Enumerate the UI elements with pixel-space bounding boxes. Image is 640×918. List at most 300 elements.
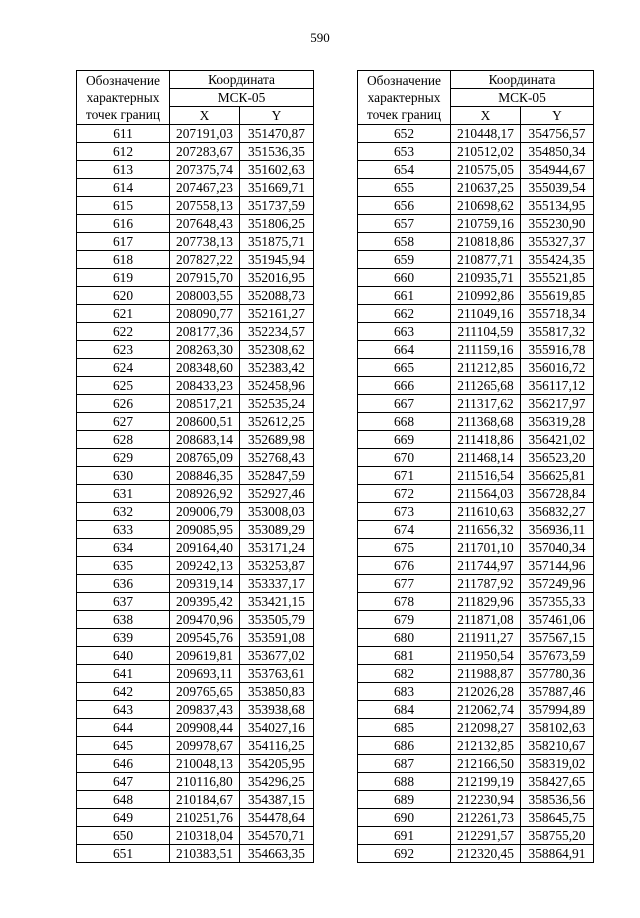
x-coordinate-cell: 208846,35 (170, 467, 240, 485)
table-row (358, 791, 594, 809)
y-coordinate-cell: 356625,81 (521, 467, 594, 485)
point-id-cell: 637 (77, 593, 170, 611)
x-coordinate-cell: 211516,54 (451, 467, 521, 485)
point-id-cell: 673 (358, 503, 451, 521)
table-row (358, 701, 594, 719)
x-coordinate-cell: 212199,19 (451, 773, 521, 791)
x-coordinate-cell: 211787,92 (451, 575, 521, 593)
point-id-cell: 680 (358, 629, 451, 647)
y-coordinate-cell: 352768,43 (240, 449, 314, 467)
x-coordinate-cell: 211744,97 (451, 557, 521, 575)
table-row (77, 179, 314, 197)
x-coordinate-cell: 211317,62 (451, 395, 521, 413)
x-coordinate-cell: 210116,80 (170, 773, 240, 791)
y-coordinate-cell: 352612,25 (240, 413, 314, 431)
table-row (358, 287, 594, 305)
x-coordinate-cell: 211871,08 (451, 611, 521, 629)
y-coordinate-cell: 351669,71 (240, 179, 314, 197)
table-row (77, 359, 314, 377)
y-coordinate-cell: 357567,15 (521, 629, 594, 647)
point-id-cell: 672 (358, 485, 451, 503)
y-coordinate-cell: 353171,24 (240, 539, 314, 557)
y-coordinate-cell: 352689,98 (240, 431, 314, 449)
y-coordinate-cell: 356421,02 (521, 431, 594, 449)
y-coordinate-cell: 358427,65 (521, 773, 594, 791)
point-id-cell: 646 (77, 755, 170, 773)
point-id-cell: 677 (358, 575, 451, 593)
x-coordinate-cell: 211656,32 (451, 521, 521, 539)
point-id-cell: 613 (77, 161, 170, 179)
table-row (358, 665, 594, 683)
point-id-cell: 666 (358, 377, 451, 395)
point-id-cell: 664 (358, 341, 451, 359)
coordinate-system-header: МСК-05 (170, 89, 314, 107)
point-id-cell: 648 (77, 791, 170, 809)
y-coordinate-cell: 357144,96 (521, 557, 594, 575)
table-row (77, 161, 314, 179)
point-id-cell: 659 (358, 251, 451, 269)
table-row (77, 521, 314, 539)
x-coordinate-cell: 211212,85 (451, 359, 521, 377)
point-id-cell: 624 (77, 359, 170, 377)
y-coordinate-cell: 358536,56 (521, 791, 594, 809)
x-coordinate-cell: 209837,43 (170, 701, 240, 719)
y-coordinate-cell: 353505,79 (240, 611, 314, 629)
table-row (77, 269, 314, 287)
y-coordinate-cell: 357887,46 (521, 683, 594, 701)
table-row (358, 125, 594, 143)
point-id-cell: 645 (77, 737, 170, 755)
x-coordinate-cell: 211265,68 (451, 377, 521, 395)
table-row (77, 197, 314, 215)
y-coordinate-cell: 351945,94 (240, 251, 314, 269)
header-line: Обозначение (367, 73, 441, 88)
x-coordinate-cell: 210698,62 (451, 197, 521, 215)
x-coordinate-cell: 211988,87 (451, 665, 521, 683)
table-row (358, 305, 594, 323)
x-coordinate-cell: 210992,86 (451, 287, 521, 305)
table-row (77, 557, 314, 575)
point-id-cell: 651 (77, 845, 170, 863)
point-id-cell: 644 (77, 719, 170, 737)
y-coordinate-cell: 354387,15 (240, 791, 314, 809)
x-coordinate-cell: 209619,81 (170, 647, 240, 665)
x-coordinate-cell: 211468,14 (451, 449, 521, 467)
y-coordinate-cell: 353008,03 (240, 503, 314, 521)
point-id-cell: 670 (358, 449, 451, 467)
table-row (358, 431, 594, 449)
table-row (358, 413, 594, 431)
table-row (77, 827, 314, 845)
x-coordinate-cell: 211610,63 (451, 503, 521, 521)
point-id-cell: 628 (77, 431, 170, 449)
y-coordinate-cell: 351806,25 (240, 215, 314, 233)
y-coordinate-cell: 355039,54 (521, 179, 594, 197)
x-coordinate-cell: 211049,16 (451, 305, 521, 323)
y-coordinate-cell: 354478,64 (240, 809, 314, 827)
x-coordinate-cell: 210251,76 (170, 809, 240, 827)
x-coordinate-cell: 207467,23 (170, 179, 240, 197)
y-coordinate-cell: 357994,89 (521, 701, 594, 719)
table-row (358, 611, 594, 629)
y-coordinate-cell: 351737,59 (240, 197, 314, 215)
y-coordinate-cell: 352458,96 (240, 377, 314, 395)
table-row (358, 827, 594, 845)
y-coordinate-cell: 358645,75 (521, 809, 594, 827)
point-id-cell: 688 (358, 773, 451, 791)
x-coordinate-cell: 208263,30 (170, 341, 240, 359)
x-coordinate-cell: 209085,95 (170, 521, 240, 539)
point-id-cell: 623 (77, 341, 170, 359)
coordinates-table-right (357, 70, 594, 863)
y-coordinate-cell: 355424,35 (521, 251, 594, 269)
table-row (358, 593, 594, 611)
y-coordinate-cell: 355718,34 (521, 305, 594, 323)
table-row (358, 467, 594, 485)
x-coordinate-cell: 209545,76 (170, 629, 240, 647)
y-coordinate-cell: 353253,87 (240, 557, 314, 575)
y-coordinate-cell: 354296,25 (240, 773, 314, 791)
table-row (358, 341, 594, 359)
x-coordinate-cell: 212026,28 (451, 683, 521, 701)
table-row (77, 449, 314, 467)
x-coordinate-cell: 209395,42 (170, 593, 240, 611)
table-row (77, 125, 314, 143)
table-row (77, 215, 314, 233)
table-row (358, 755, 594, 773)
x-coordinate-cell: 210048,13 (170, 755, 240, 773)
table-row (358, 719, 594, 737)
header-line: Обозначение (86, 73, 160, 88)
header-line: характерных (86, 90, 160, 105)
x-coordinate-cell: 210448,17 (451, 125, 521, 143)
table-row (77, 755, 314, 773)
point-id-cell: 635 (77, 557, 170, 575)
x-coordinate-cell: 209693,11 (170, 665, 240, 683)
point-id-cell: 655 (358, 179, 451, 197)
table-row (77, 431, 314, 449)
x-coordinate-cell: 207558,13 (170, 197, 240, 215)
table-row (77, 809, 314, 827)
x-coordinate-cell: 210383,51 (170, 845, 240, 863)
point-id-cell: 653 (358, 143, 451, 161)
table-row (77, 323, 314, 341)
table-row (358, 845, 594, 863)
y-coordinate-cell: 351875,71 (240, 233, 314, 251)
y-coordinate-cell: 354850,34 (521, 143, 594, 161)
x-coordinate-cell: 208765,09 (170, 449, 240, 467)
y-coordinate-cell: 356523,20 (521, 449, 594, 467)
y-coordinate-cell: 354663,35 (240, 845, 314, 863)
y-coordinate-cell: 353677,02 (240, 647, 314, 665)
table-row (77, 575, 314, 593)
y-coordinate-cell: 358755,20 (521, 827, 594, 845)
header-line: точек границ (85, 107, 161, 122)
y-coordinate-cell: 352535,24 (240, 395, 314, 413)
point-id-cell: 686 (358, 737, 451, 755)
y-coordinate-cell: 358864,91 (521, 845, 594, 863)
x-coordinate-cell: 208683,14 (170, 431, 240, 449)
table-row (77, 773, 314, 791)
table-row (77, 467, 314, 485)
x-coordinate-cell: 207375,74 (170, 161, 240, 179)
point-id-cell: 619 (77, 269, 170, 287)
x-coordinate-cell: 207827,22 (170, 251, 240, 269)
x-coordinate-cell: 208600,51 (170, 413, 240, 431)
y-coordinate-cell: 355230,90 (521, 215, 594, 233)
point-id-cell: 660 (358, 269, 451, 287)
table-row (358, 161, 594, 179)
point-designation-header (358, 71, 451, 125)
y-coordinate-cell: 352308,62 (240, 341, 314, 359)
y-coordinate-cell: 352234,57 (240, 323, 314, 341)
x-coordinate-cell: 208926,92 (170, 485, 240, 503)
point-id-cell: 669 (358, 431, 451, 449)
y-coordinate-cell: 356117,12 (521, 377, 594, 395)
table-row (358, 395, 594, 413)
y-column-header: Y (521, 107, 594, 125)
y-column-header: Y (240, 107, 314, 125)
y-coordinate-cell: 354027,16 (240, 719, 314, 737)
x-coordinate-cell: 210637,25 (451, 179, 521, 197)
x-coordinate-cell: 208177,36 (170, 323, 240, 341)
point-id-cell: 690 (358, 809, 451, 827)
table-row (358, 629, 594, 647)
table-row (77, 413, 314, 431)
x-coordinate-cell: 207648,43 (170, 215, 240, 233)
x-coordinate-cell: 212230,94 (451, 791, 521, 809)
x-coordinate-cell: 211564,03 (451, 485, 521, 503)
table-row (77, 845, 314, 863)
table-row (358, 503, 594, 521)
x-column-header: X (451, 107, 521, 125)
table-row (358, 215, 594, 233)
point-id-cell: 617 (77, 233, 170, 251)
x-coordinate-cell: 210318,04 (170, 827, 240, 845)
y-coordinate-cell: 352847,59 (240, 467, 314, 485)
x-coordinate-cell: 211159,16 (451, 341, 521, 359)
table-row (77, 305, 314, 323)
y-coordinate-cell: 353089,29 (240, 521, 314, 539)
y-coordinate-cell: 351536,35 (240, 143, 314, 161)
point-id-cell: 689 (358, 791, 451, 809)
x-coordinate-cell: 209908,44 (170, 719, 240, 737)
y-coordinate-cell: 356728,84 (521, 485, 594, 503)
y-coordinate-cell: 358102,63 (521, 719, 594, 737)
point-id-cell: 678 (358, 593, 451, 611)
header-line: точек границ (366, 107, 442, 122)
x-coordinate-cell: 207283,67 (170, 143, 240, 161)
x-coordinate-cell: 211104,59 (451, 323, 521, 341)
y-coordinate-cell: 357780,36 (521, 665, 594, 683)
y-coordinate-cell: 356319,28 (521, 413, 594, 431)
table-row (358, 683, 594, 701)
y-coordinate-cell: 355327,37 (521, 233, 594, 251)
table-row (358, 179, 594, 197)
point-id-cell: 640 (77, 647, 170, 665)
table-row (358, 233, 594, 251)
point-id-cell: 643 (77, 701, 170, 719)
table-row (358, 575, 594, 593)
point-id-cell: 615 (77, 197, 170, 215)
x-coordinate-cell: 212166,50 (451, 755, 521, 773)
y-coordinate-cell: 354756,57 (521, 125, 594, 143)
x-coordinate-cell: 207915,70 (170, 269, 240, 287)
y-coordinate-cell: 357249,96 (521, 575, 594, 593)
y-coordinate-cell: 356832,27 (521, 503, 594, 521)
table-row (358, 773, 594, 791)
x-coordinate-cell: 212320,45 (451, 845, 521, 863)
point-id-cell: 621 (77, 305, 170, 323)
table-row (77, 287, 314, 305)
x-coordinate-cell: 211418,86 (451, 431, 521, 449)
point-id-cell: 636 (77, 575, 170, 593)
y-coordinate-cell: 352088,73 (240, 287, 314, 305)
table-row (358, 539, 594, 557)
y-coordinate-cell: 355521,85 (521, 269, 594, 287)
y-coordinate-cell: 353421,15 (240, 593, 314, 611)
y-coordinate-cell: 354944,67 (521, 161, 594, 179)
x-coordinate-cell: 209765,65 (170, 683, 240, 701)
point-id-cell: 633 (77, 521, 170, 539)
x-coordinate-cell: 210818,86 (451, 233, 521, 251)
table-row (358, 359, 594, 377)
y-coordinate-cell: 355817,32 (521, 323, 594, 341)
point-id-cell: 634 (77, 539, 170, 557)
table-row (358, 485, 594, 503)
table-row (358, 377, 594, 395)
point-id-cell: 639 (77, 629, 170, 647)
y-coordinate-cell: 352927,46 (240, 485, 314, 503)
y-coordinate-cell: 351470,87 (240, 125, 314, 143)
point-id-cell: 682 (358, 665, 451, 683)
table-row (77, 377, 314, 395)
point-id-cell: 626 (77, 395, 170, 413)
point-id-cell: 683 (358, 683, 451, 701)
table-row (358, 251, 594, 269)
point-id-cell: 652 (358, 125, 451, 143)
table-row (358, 323, 594, 341)
y-coordinate-cell: 357355,33 (521, 593, 594, 611)
x-coordinate-cell: 208517,21 (170, 395, 240, 413)
point-id-cell: 679 (358, 611, 451, 629)
y-coordinate-cell: 352161,27 (240, 305, 314, 323)
y-coordinate-cell: 355619,85 (521, 287, 594, 305)
point-id-cell: 663 (358, 323, 451, 341)
point-id-cell: 667 (358, 395, 451, 413)
x-coordinate-cell: 212098,27 (451, 719, 521, 737)
table-row (77, 629, 314, 647)
x-coordinate-cell: 209978,67 (170, 737, 240, 755)
table-row (358, 647, 594, 665)
point-id-cell: 627 (77, 413, 170, 431)
y-coordinate-cell: 357040,34 (521, 539, 594, 557)
table-row (77, 611, 314, 629)
point-id-cell: 631 (77, 485, 170, 503)
x-coordinate-cell: 211701,10 (451, 539, 521, 557)
point-id-cell: 649 (77, 809, 170, 827)
y-coordinate-cell: 358319,02 (521, 755, 594, 773)
y-coordinate-cell: 356936,11 (521, 521, 594, 539)
point-id-cell: 668 (358, 413, 451, 431)
page-number: 590 (310, 30, 330, 45)
point-id-cell: 616 (77, 215, 170, 233)
point-id-cell: 684 (358, 701, 451, 719)
point-id-cell: 676 (358, 557, 451, 575)
y-coordinate-cell: 356016,72 (521, 359, 594, 377)
x-coordinate-cell: 210877,71 (451, 251, 521, 269)
coordinate-header: Координата (451, 71, 594, 89)
x-coordinate-cell: 210184,67 (170, 791, 240, 809)
x-column-header: X (170, 107, 240, 125)
point-id-cell: 665 (358, 359, 451, 377)
x-coordinate-cell: 209319,14 (170, 575, 240, 593)
point-id-cell: 691 (358, 827, 451, 845)
table-row (77, 593, 314, 611)
table-row (358, 809, 594, 827)
table-row (358, 269, 594, 287)
point-id-cell: 647 (77, 773, 170, 791)
y-coordinate-cell: 354205,95 (240, 755, 314, 773)
point-designation-header (77, 71, 170, 125)
point-id-cell: 657 (358, 215, 451, 233)
x-coordinate-cell: 208348,60 (170, 359, 240, 377)
y-coordinate-cell: 351602,63 (240, 161, 314, 179)
table-row (77, 233, 314, 251)
x-coordinate-cell: 211911,27 (451, 629, 521, 647)
x-coordinate-cell: 209164,40 (170, 539, 240, 557)
point-id-cell: 620 (77, 287, 170, 305)
x-coordinate-cell: 211950,54 (451, 647, 521, 665)
table-row (358, 449, 594, 467)
table-body (358, 125, 594, 863)
x-coordinate-cell: 208090,77 (170, 305, 240, 323)
table-row (77, 647, 314, 665)
x-coordinate-cell: 212291,57 (451, 827, 521, 845)
point-id-cell: 692 (358, 845, 451, 863)
table-row (77, 701, 314, 719)
x-coordinate-cell: 212261,73 (451, 809, 521, 827)
point-id-cell: 654 (358, 161, 451, 179)
point-id-cell: 641 (77, 665, 170, 683)
y-coordinate-cell: 353763,61 (240, 665, 314, 683)
y-coordinate-cell: 358210,67 (521, 737, 594, 755)
point-id-cell: 671 (358, 467, 451, 485)
point-id-cell: 685 (358, 719, 451, 737)
point-id-cell: 642 (77, 683, 170, 701)
y-coordinate-cell: 353850,83 (240, 683, 314, 701)
point-id-cell: 674 (358, 521, 451, 539)
point-id-cell: 681 (358, 647, 451, 665)
table-row (77, 719, 314, 737)
point-id-cell: 662 (358, 305, 451, 323)
point-id-cell: 632 (77, 503, 170, 521)
y-coordinate-cell: 353591,08 (240, 629, 314, 647)
point-id-cell: 675 (358, 539, 451, 557)
y-coordinate-cell: 355134,95 (521, 197, 594, 215)
y-coordinate-cell: 357673,59 (521, 647, 594, 665)
point-id-cell: 656 (358, 197, 451, 215)
point-id-cell: 629 (77, 449, 170, 467)
x-coordinate-cell: 211368,68 (451, 413, 521, 431)
point-id-cell: 650 (77, 827, 170, 845)
point-id-cell: 658 (358, 233, 451, 251)
table-row (358, 521, 594, 539)
x-coordinate-cell: 209470,96 (170, 611, 240, 629)
table-row (77, 395, 314, 413)
y-coordinate-cell: 357461,06 (521, 611, 594, 629)
point-id-cell: 622 (77, 323, 170, 341)
